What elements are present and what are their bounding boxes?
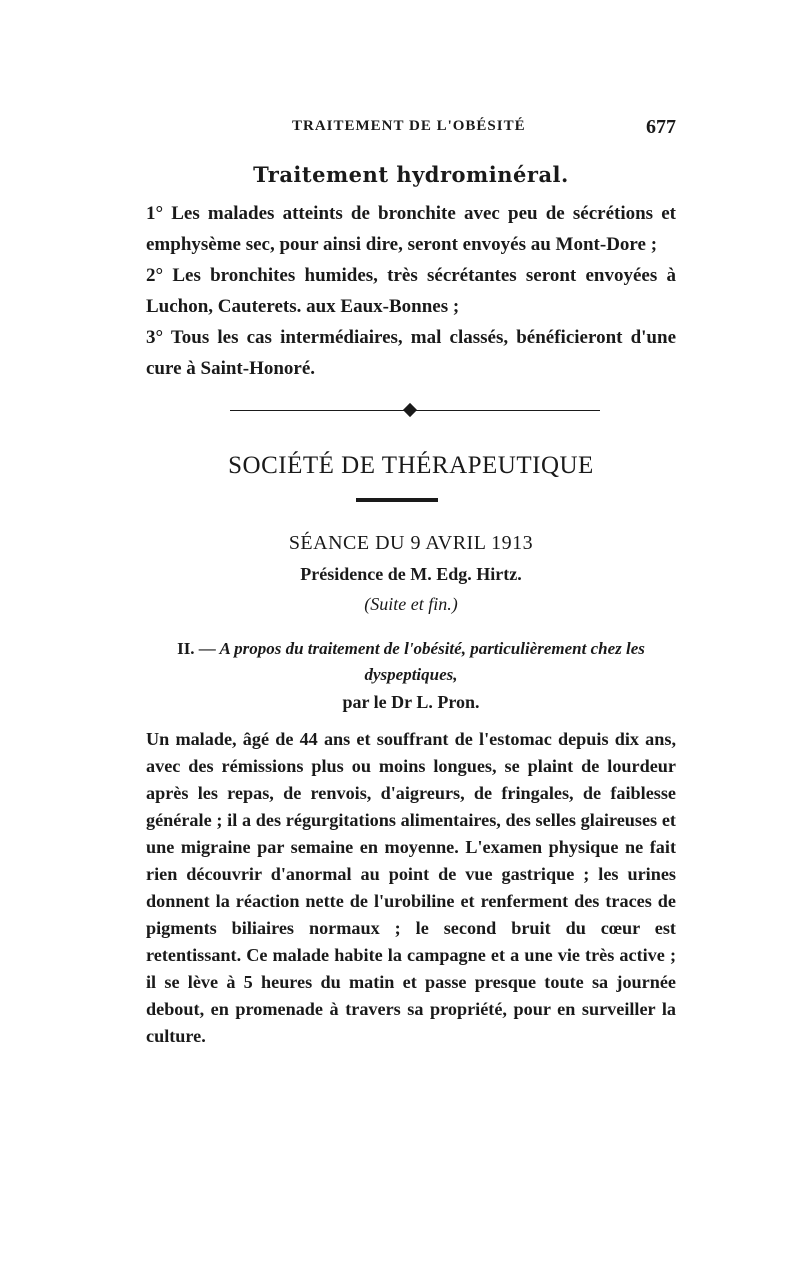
case-report-paragraph: Un malade, âgé de 44 ans et souffrant de l'estomac depuis dix ans, avec des rémissions plus ou moins longues, se plaint de lourdeur après les repas, de renvois, d'aigreurs, de fringales, de faiblesse générale ; il a des régurgitations alimentaires, des selles glaireuses et une migraine par semaine en moyenne. L'examen physique ne fait rien découvrir d'anormal au point de vue gastrique ; les urines donnent la réaction nette de l'urobiline et renferment des traces de pigments biliaires normaux ; le second bruit du cœur est retentissant. Ce malade habite la campagne et a une vie très active ; il se lève à 5 heures du matin et passe presque toute sa journée debout, en promenade à travers sa propriété, pour en surveiller la culture. (146, 729, 676, 1046)
session-date: SÉANCE DU 9 AVRIL 1913 (288, 532, 534, 554)
running-header (146, 116, 676, 144)
running-title: TRAITEMENT DE L'OBÉSITÉ (292, 118, 526, 134)
diamond-ornament-icon (403, 403, 417, 417)
society-title: SOCIÉTÉ DE THÉRAPEUTIQUE (228, 452, 594, 479)
continued-note: (Suite et fin.) (364, 594, 458, 614)
article-title: A propos du traitement de l'obésité, particulièrement chez les dyspeptiques, (219, 639, 645, 684)
hydro-heading: Traitement hydrominéral. (253, 162, 569, 187)
title-rule (356, 498, 438, 502)
section-divider (230, 402, 600, 418)
article-number: II. — (177, 639, 216, 658)
hydro-item-2: 2° Les bronchites humides, très sécrétantes seront envoyées à Luchon, Cauterets. aux Eaux-Bonnes ; (146, 265, 676, 317)
hydro-item-3: 3° Tous les cas intermédiaires, mal classés, bénéficieront d'une cure à Saint-Honoré. (146, 327, 676, 379)
hydro-list (146, 198, 676, 384)
hydro-item-1: 1° Les malades atteints de bronchite avec peu de sécrétions et emphysème sec, pour ainsi dire, seront envoyés au Mont-Dore ; (146, 203, 676, 255)
article-byline: par le Dr L. Pron. (342, 692, 480, 712)
presidency: Présidence de M. Edg. Hirtz. (300, 564, 522, 584)
page-number: 677 (646, 116, 676, 138)
case-report (146, 726, 676, 1050)
article-title-block (146, 636, 676, 688)
